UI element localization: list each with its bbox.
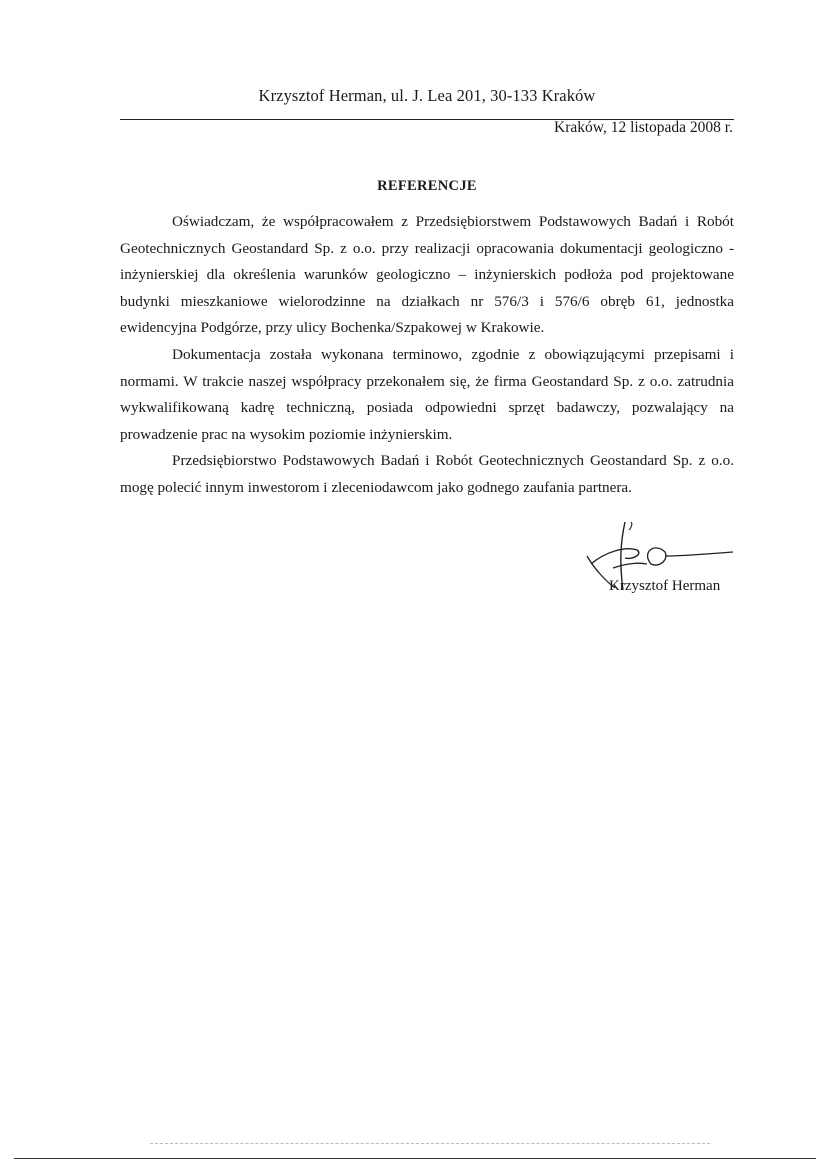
paragraph-2: Dokumentacja została wykonana terminowo, zgodnie z obowiązującymi przepisami i normami. W trakcie naszej współpracy przekonałem się, że firma Geostandard Sp. z o.o. zatrudnia wykwalifikowaną kadrę techniczną, posiada odpowiedni sprzęt badawczy, pozwalający na prowadzenie prac na wysokim poziomie inżynierskim. — [120, 345, 734, 443]
letter-date: Kraków, 12 listopada 2008 r. — [554, 119, 733, 136]
footer-scan-line — [150, 1143, 710, 1144]
paragraph-3: Przedsiębiorstwo Podstawowych Badań i Robót Geotechnicznych Geostandard Sp. z o.o. mogę polecić innym inwestorom i zleceniodawcom jako godnego zaufania partnera. — [120, 452, 734, 496]
letter-body — [120, 209, 734, 502]
footer-rule — [14, 1158, 816, 1159]
document-title: REFERENCJE — [377, 178, 477, 194]
signature-block — [585, 520, 745, 600]
paragraph-1: Oświadczam, że współpracowałem z Przedsiębiorstwem Podstawowych Badań i Robót Geotechnicznych Geostandard Sp. z o.o. przy realizacji opracowania dokumentacji geologiczno - inżynierskiej dla określenia warunków geologiczno – inżynierskich podłoża pod projektowane budynki mieszkaniowe wielorodzinne na działkach nr 576/3 i 576/6 obręb 61, jednostka ewidencyjna Podgórze, przy ulicy Bochenka/Szpakowej w Krakowie. — [120, 213, 734, 337]
letterhead: Krzysztof Herman, ul. J. Lea 201, 30-133 Kraków — [258, 86, 596, 105]
signer-name: Krzysztof Herman — [609, 578, 721, 594]
